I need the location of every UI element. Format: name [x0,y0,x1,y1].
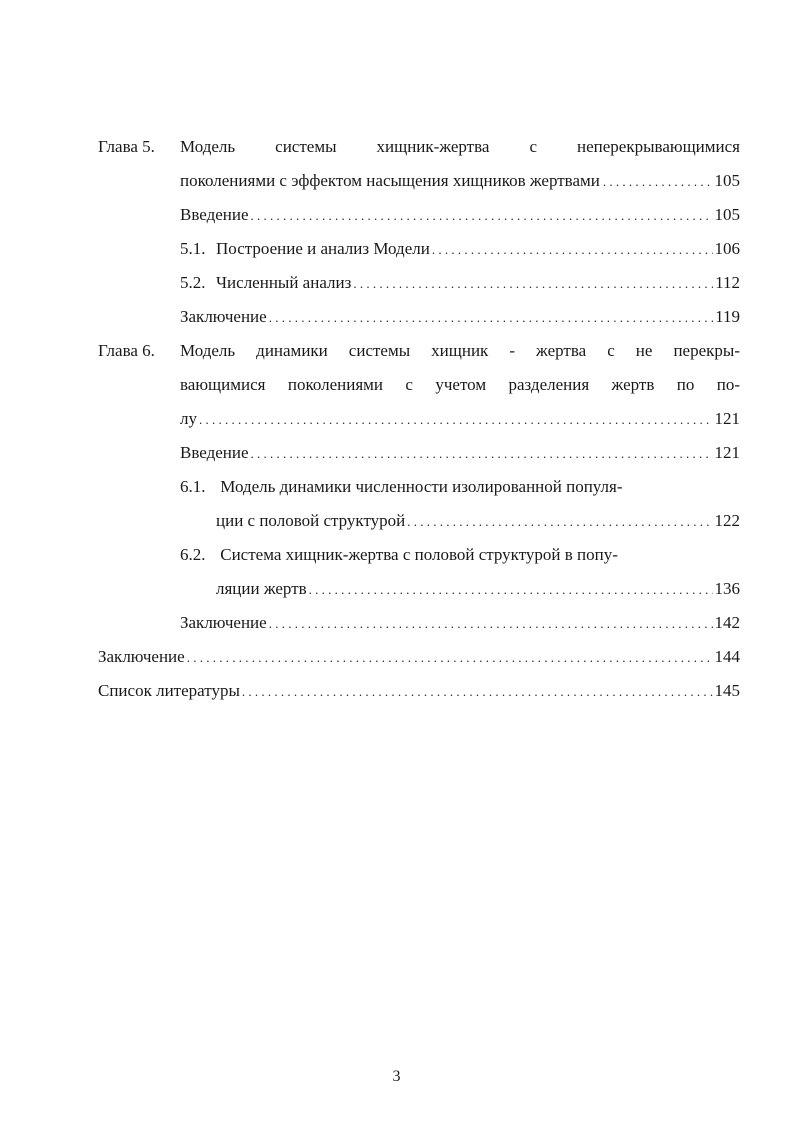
page-number: 119 [715,307,740,326]
entry-title: Модель динамики численности изолированной популя- [220,477,623,496]
toc-entry-ch5-conclusion[interactable] [98,300,740,334]
chapter-title-line: Модель системы хищник-жертва с неперекрывающимися [180,137,740,156]
entry-title: Введение [180,205,249,224]
toc-entry-conclusion[interactable] [98,640,740,674]
page-number-footer: 3 [392,1068,401,1085]
toc-entry-ch6-sec2[interactable] [98,538,740,572]
toc-entry-references[interactable] [98,674,740,708]
entry-title: Заключение [180,613,267,632]
entry-title: Введение [180,443,249,462]
toc-entry-chapter-6-cont[interactable] [98,368,740,402]
entry-title: Построение и анализ Модели [216,239,430,258]
dot-leader [603,164,712,199]
toc-entry-ch6-intro[interactable] [98,436,740,470]
chapter-title-line: поколениями с эффектом насыщения хищников жертвами [180,171,600,190]
section-number: 6.1. [180,477,206,496]
entry-title: Заключение [98,647,185,666]
dot-leader [187,640,713,675]
toc-entry-ch6-sec1-cont[interactable] [98,504,740,538]
page-number: 121 [714,443,740,462]
dot-leader [432,232,713,267]
chapter-title-line: лу [180,409,197,428]
page-number: 105 [714,205,740,224]
dot-leader [242,674,713,709]
toc-entry-chapter-5-cont[interactable] [98,164,740,198]
dot-leader [269,300,713,335]
section-number: 6.2. [180,545,206,564]
entry-title: Заключение [180,307,267,326]
entry-title: ляции жертв [216,579,307,598]
page-number: 105 [714,171,740,190]
toc-entry-ch5-sec1[interactable] [98,232,740,266]
dot-leader [309,572,713,607]
page-number: 106 [714,239,740,258]
section-number: 5.1. [180,239,206,258]
page-number: 145 [714,681,740,700]
toc-entry-ch6-sec1[interactable] [98,470,740,504]
toc-entry-ch6-conclusion[interactable] [98,606,740,640]
toc-entry-chapter-6-cont2[interactable] [98,402,740,436]
chapter-title-line: вающимися поколениями с учетом разделения жертв по по- [180,375,740,394]
dot-leader [407,504,712,539]
table-of-contents [98,130,740,708]
dot-leader [199,402,713,437]
chapter-title-line: Модель динамики системы хищник - жертва с не перекры- [180,341,740,360]
toc-entry-ch5-intro[interactable] [98,198,740,232]
entry-title: Список литературы [98,681,240,700]
section-number: 5.2. [180,273,206,292]
dot-leader [251,198,713,233]
dot-leader [269,606,713,641]
page-number: 122 [714,511,740,530]
chapter-label: Глава 5. [98,137,155,156]
entry-title: Система хищник-жертва с половой структурой в попу- [220,545,618,564]
page-number: 121 [714,409,740,428]
dot-leader [251,436,713,471]
toc-entry-chapter-5[interactable] [98,130,740,164]
toc-entry-ch5-sec2[interactable] [98,266,740,300]
page-number: 144 [714,647,740,666]
page-number: 142 [714,613,740,632]
page-number: 112 [715,273,740,292]
toc-entry-ch6-sec2-cont[interactable] [98,572,740,606]
dot-leader [353,266,713,301]
chapter-label: Глава 6. [98,341,155,360]
page-number: 136 [714,579,740,598]
toc-entry-chapter-6[interactable] [98,334,740,368]
entry-title: ции с половой структурой [216,511,406,530]
entry-title: Численный анализ [216,273,352,292]
